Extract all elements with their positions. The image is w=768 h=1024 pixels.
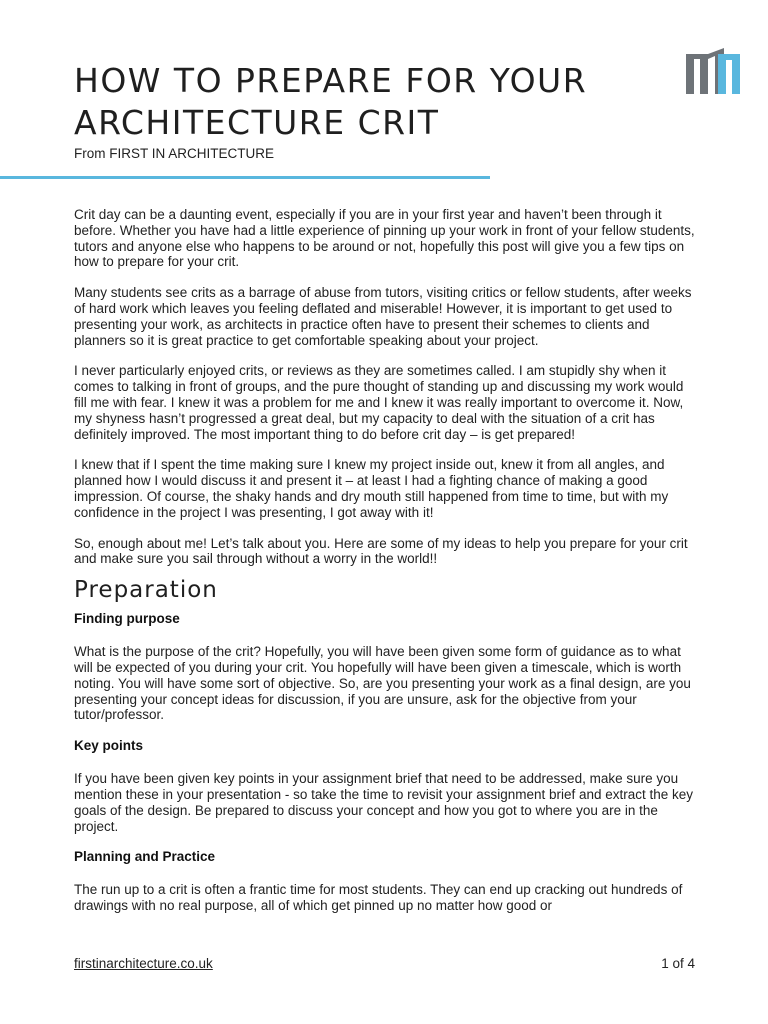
planning-practice-heading: Planning and Practice xyxy=(74,849,216,865)
page-footer xyxy=(74,956,695,974)
brand-mark-icon xyxy=(686,44,740,94)
header-divider xyxy=(0,176,490,179)
intro-paragraph: I never particularly enjoyed crits, or reviews as they are sometimes called. I am stupidly shy when it comes to talking in front of groups, and the pure thought of standing up and discussing my work would fill me with fear. I knew it was a problem for me and I knew it was really important to overcome it. Now, my shyness hasn’t progressed a great deal, but my capacity to deal with the situation of a crit has definitely improved. The most important thing to do before crit day – is get prepared! xyxy=(74,363,684,442)
document-body xyxy=(74,207,696,914)
preparation-heading: Preparation xyxy=(74,577,218,604)
planning-practice-paragraph: The run up to a crit is often a frantic time for most students. They can end up cracking out hundreds of drawings with no real purpose, all of which get pinned up no matter how good or xyxy=(74,882,683,914)
website-link[interactable]: firstinarchitecture.co.uk xyxy=(74,956,213,971)
intro-paragraph: Many students see crits as a barrage of abuse from tutors, visiting critics or fellow students, after weeks of hard work which leaves you feeling deflated and miserable! However, it is important to get used to presenting your work, as architects in practice often have to present their schemes to clients and planners so it is great practice to get comfortable speaking about your project. xyxy=(74,285,692,348)
intro-paragraph: Crit day can be a daunting event, especially if you are in your first year and haven’t been through it before. Whether you have had a little experience of pinning up your work in front of your fellow students, tutors and anyone else who happens to be around or not, hopefully this post will give you a few tips on how to prepare for your crit. xyxy=(74,207,695,270)
key-points-paragraph: If you have been given key points in your assignment brief that need to be addressed, make sure you mention these in your presentation - so take the time to revisit your assignment brief and extract the key goals of the design. Be prepared to discuss your concept and how you got to where you are in the project. xyxy=(74,771,694,834)
page-number: 1 of 4 xyxy=(661,956,695,971)
finding-purpose-heading: Finding purpose xyxy=(74,611,180,627)
intro-paragraph: I knew that if I spent the time making sure I knew my project inside out, knew it from all angles, and planned how I would discuss it and present it – at least I had a fighting chance of making a good impression. Of course, the shaky hands and dry mouth still happened from time to time, but with my confidence in the project I was presenting, I got away with it! xyxy=(74,457,669,520)
finding-purpose-paragraph: What is the purpose of the crit? Hopefully, you will have been given some form of guidance as to what will be expected of you during your crit. You hopefully will have been given a timescale, which is worth noting. You will have some sort of objective. So, are you presenting your work as a final design, are you presenting your concept ideas for discussion, if you are unsure, ask for the objective from your tutor/professor. xyxy=(74,644,691,723)
page-title: HOW TO PREPARE FOR YOUR ARCHITECTURE CRIT xyxy=(74,61,588,142)
key-points-heading: Key points xyxy=(74,738,144,754)
page-subtitle: From FIRST IN ARCHITECTURE xyxy=(74,146,275,161)
intro-paragraph: So, enough about me! Let’s talk about you. Here are some of my ideas to help you prepare for your crit and make sure you sail through without a worry in the world!! xyxy=(74,535,688,567)
